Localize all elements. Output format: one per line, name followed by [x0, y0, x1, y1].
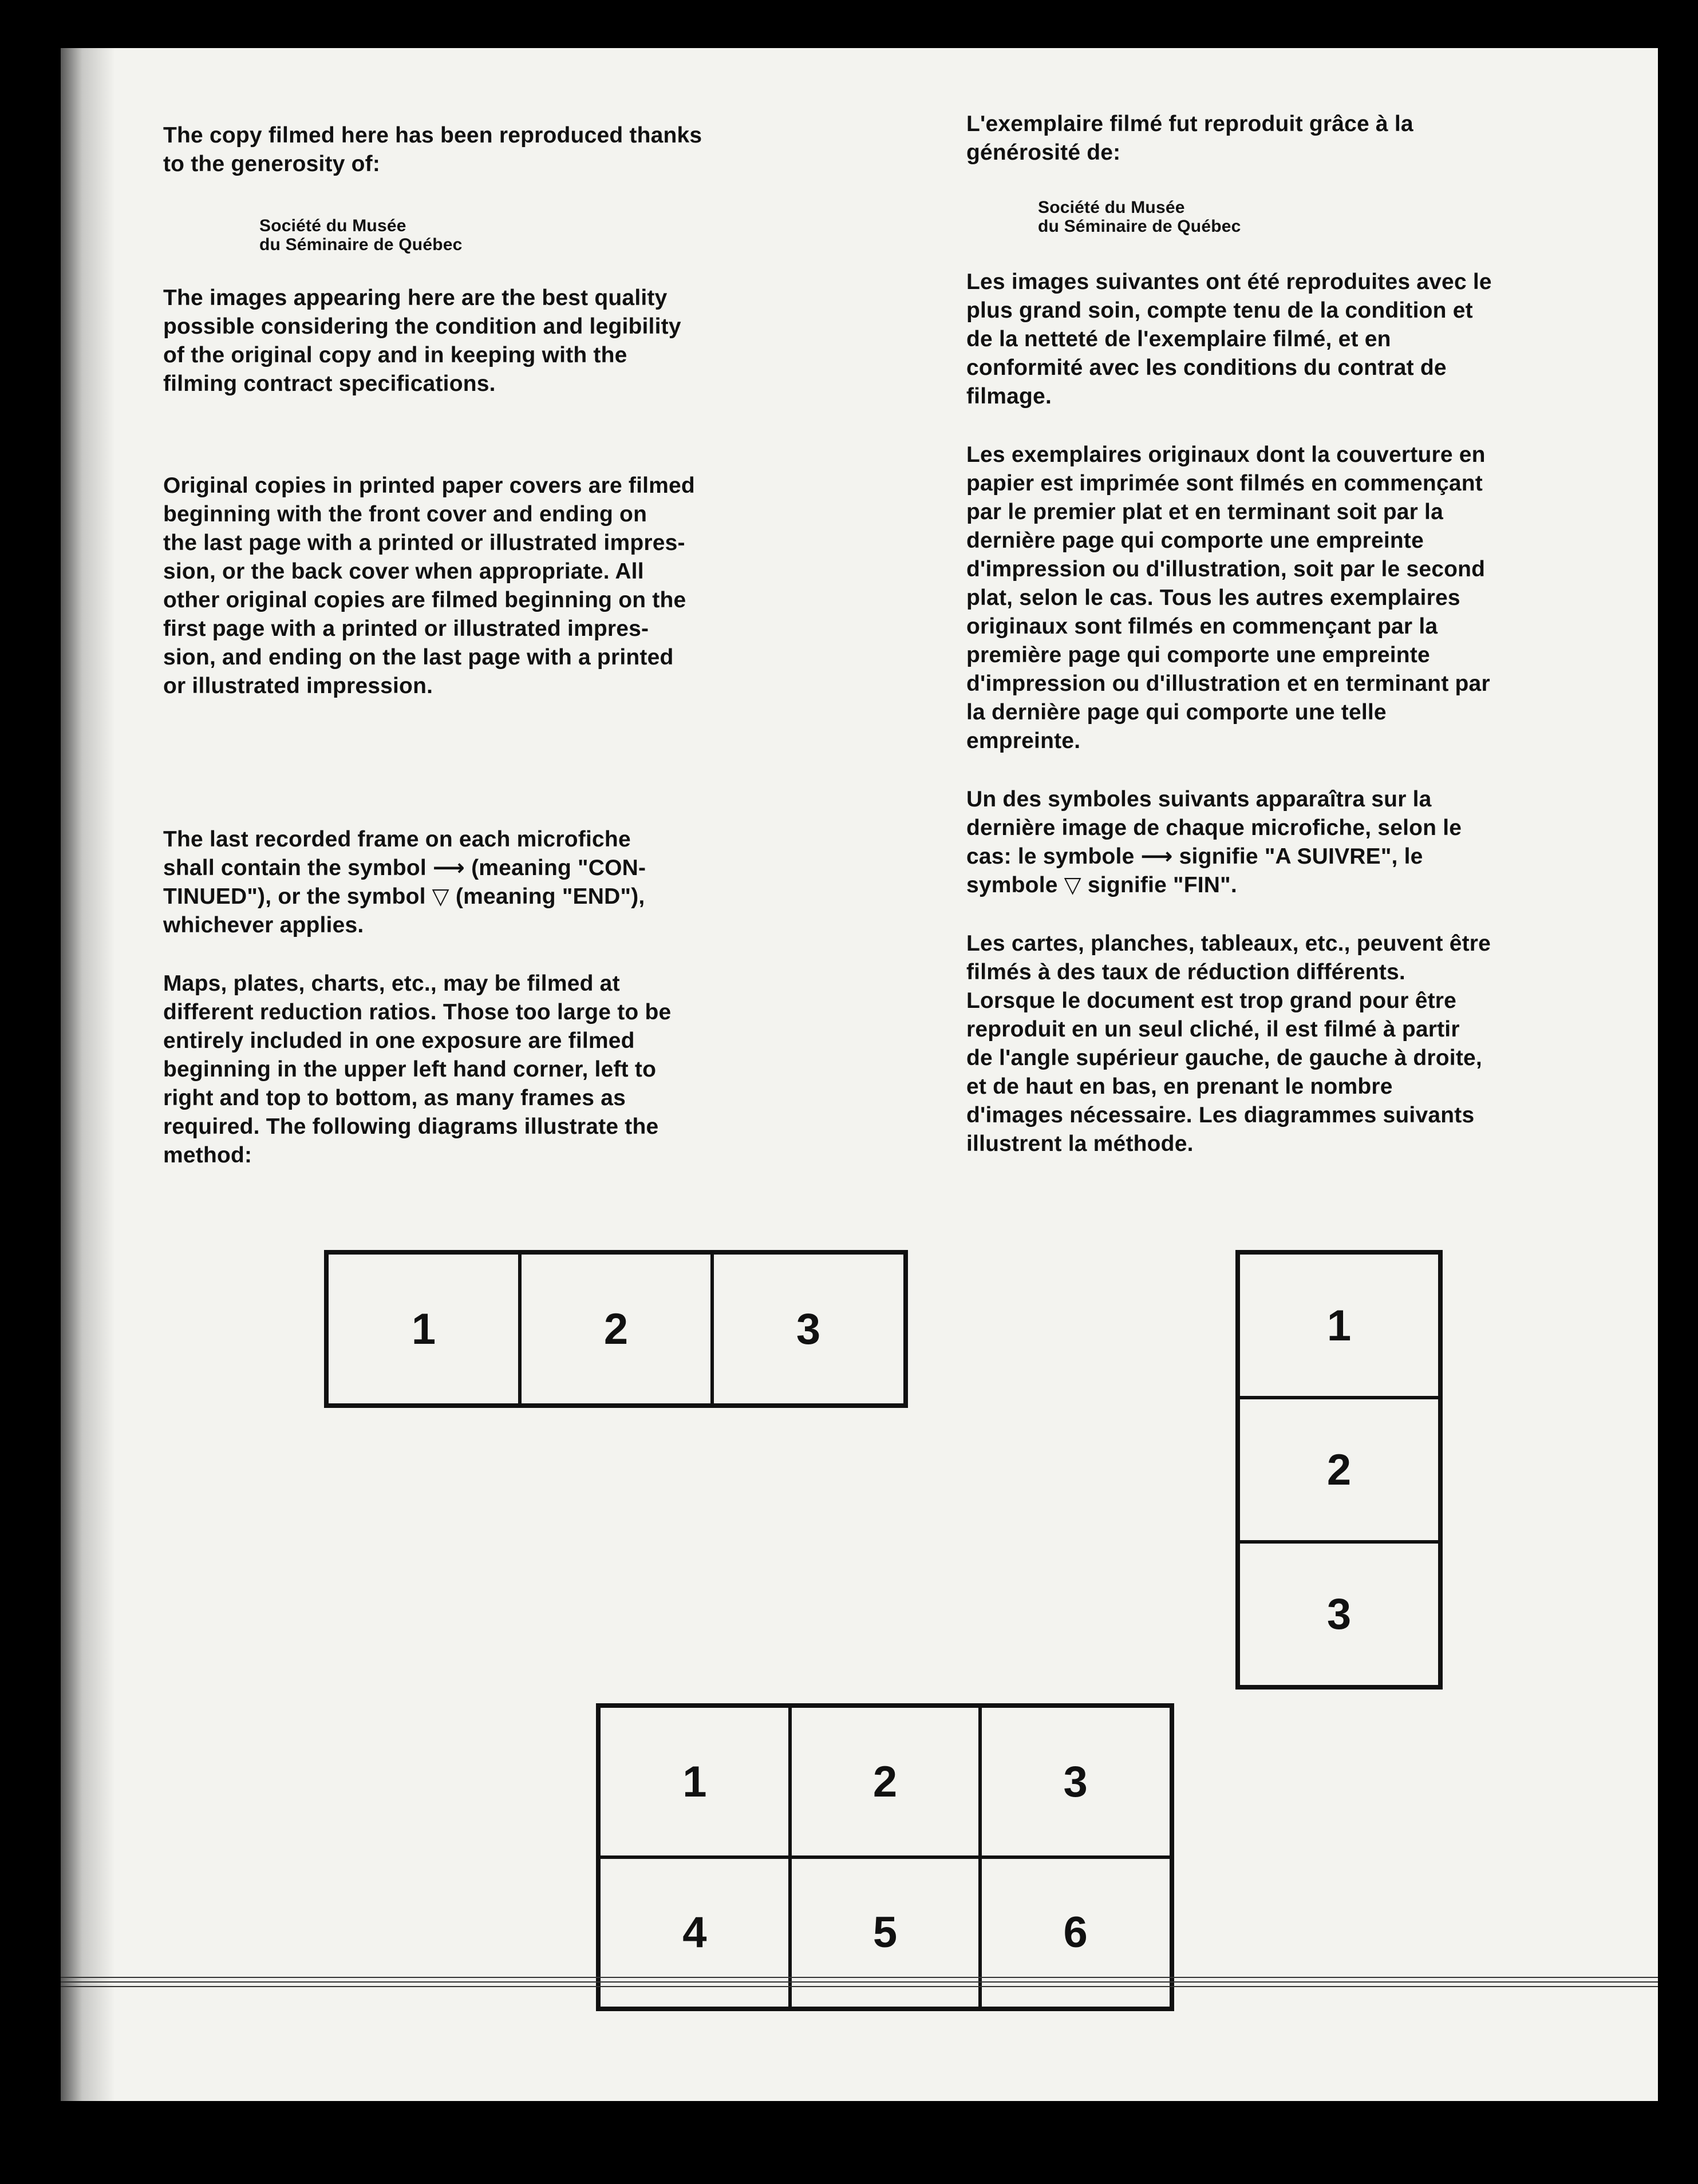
diagram-grid [596, 1703, 1174, 2011]
frame-cell: 2 [1237, 1396, 1441, 1544]
filmed-page [61, 48, 1658, 2101]
french-institution: Société du Musée du Séminaire de Québec [1038, 198, 1241, 236]
frame-cell: 2 [788, 1705, 982, 1859]
english-symbols-paragraph: The last recorded frame on each microfiche shall contain the symbol ⟶ (meaning "CON- TINUED"), or the symbol ▽ (meaning "END"), whichever applies. [163, 827, 646, 937]
french-acknowledgement: L'exemplaire filmé fut reproduit grâce à la générosité de: [966, 112, 1413, 165]
frame-cell: 4 [598, 1855, 792, 2009]
frame-cell: 3 [1237, 1540, 1441, 1688]
frame-cell: 1 [326, 1252, 522, 1406]
scan-line [61, 1986, 1658, 1987]
english-institution: Société du Musée du Séminaire de Québec [259, 216, 463, 254]
frame-cell: 3 [710, 1252, 906, 1406]
french-symbols-paragraph: Un des symboles suivants apparaîtra sur la dernière image de chaque microfiche, selon le cas: le symbole ⟶ signifie "A SUIVRE", le symbole ▽ signifie "FIN". [966, 787, 1462, 897]
english-column [163, 121, 896, 1170]
frame-cell: 3 [978, 1705, 1172, 1859]
scan-line [61, 1977, 1658, 1978]
english-maps-paragraph: Maps, plates, charts, etc., may be filmed at different reduction ratios. Those too large to be entirely included in one exposure are filmed beginning in the upper left hand corner, left to right and top to bottom, as many frames as required. The following diagrams illustrate the method: [163, 971, 672, 1168]
scan-line [61, 1981, 1658, 1983]
french-maps-paragraph: Les cartes, planches, tableaux, etc., peuvent être filmés à des taux de réduction différents. Lorsque le document est trop grand pour être reproduit en un seul cliché, il est filmé à partir de l'angle supérieur gauche, de gauche à droite, et de haut en bas, en prenant le nombre d'images nécessaire. Les diagrammes suivants illustrent la méthode. [966, 931, 1491, 1156]
frame-cell: 5 [788, 1855, 982, 2009]
english-covers-paragraph: Original copies in printed paper covers are filmed beginning with the front cover and ending on the last page with a printed or illustrated impres- sion, or the back cover when appropriate. All other original copies are filmed beginning on the first page with a printed or illustrated impres- sion, and ending on the last page with a printed or illustrated impression. [163, 473, 695, 698]
french-quality-paragraph: Les images suivantes ont été reproduites avec le plus grand soin, compte tenu de la condition et de la netteté de l'exemplaire filmé, et en conformité avec les conditions du contrat de filmage. [966, 270, 1492, 409]
frame-cell: 1 [1237, 1252, 1441, 1399]
english-acknowledgement: The copy filmed here has been reproduced thanks to the generosity of: [163, 123, 702, 176]
frame-cell: 2 [518, 1252, 714, 1406]
french-covers-paragraph: Les exemplaires originaux dont la couverture en papier est imprimée sont filmés en commençant par le premier plat et en terminant soit par la dernière page qui comporte une empreinte d'impression ou d'illustration, soit par le second plat, selon le cas. Tous les autres exemplaires originaux sont filmés en commençant par la première page qui comporte une empreinte d'impression ou d'illustration et en terminant par la dernière page qui comporte une telle empreinte. [966, 442, 1490, 753]
english-quality-paragraph: The images appearing here are the best quality possible considering the condition and legibility of the original copy and in keeping with the filming contract specifications. [163, 286, 681, 396]
diagram-horizontal-strip [324, 1250, 908, 1408]
frame-cell: 1 [598, 1705, 792, 1859]
scan-edge-shadow [61, 48, 115, 2101]
french-column [966, 110, 1653, 1158]
diagram-vertical-strip [1235, 1250, 1443, 1690]
frame-cell: 6 [978, 1855, 1172, 2009]
